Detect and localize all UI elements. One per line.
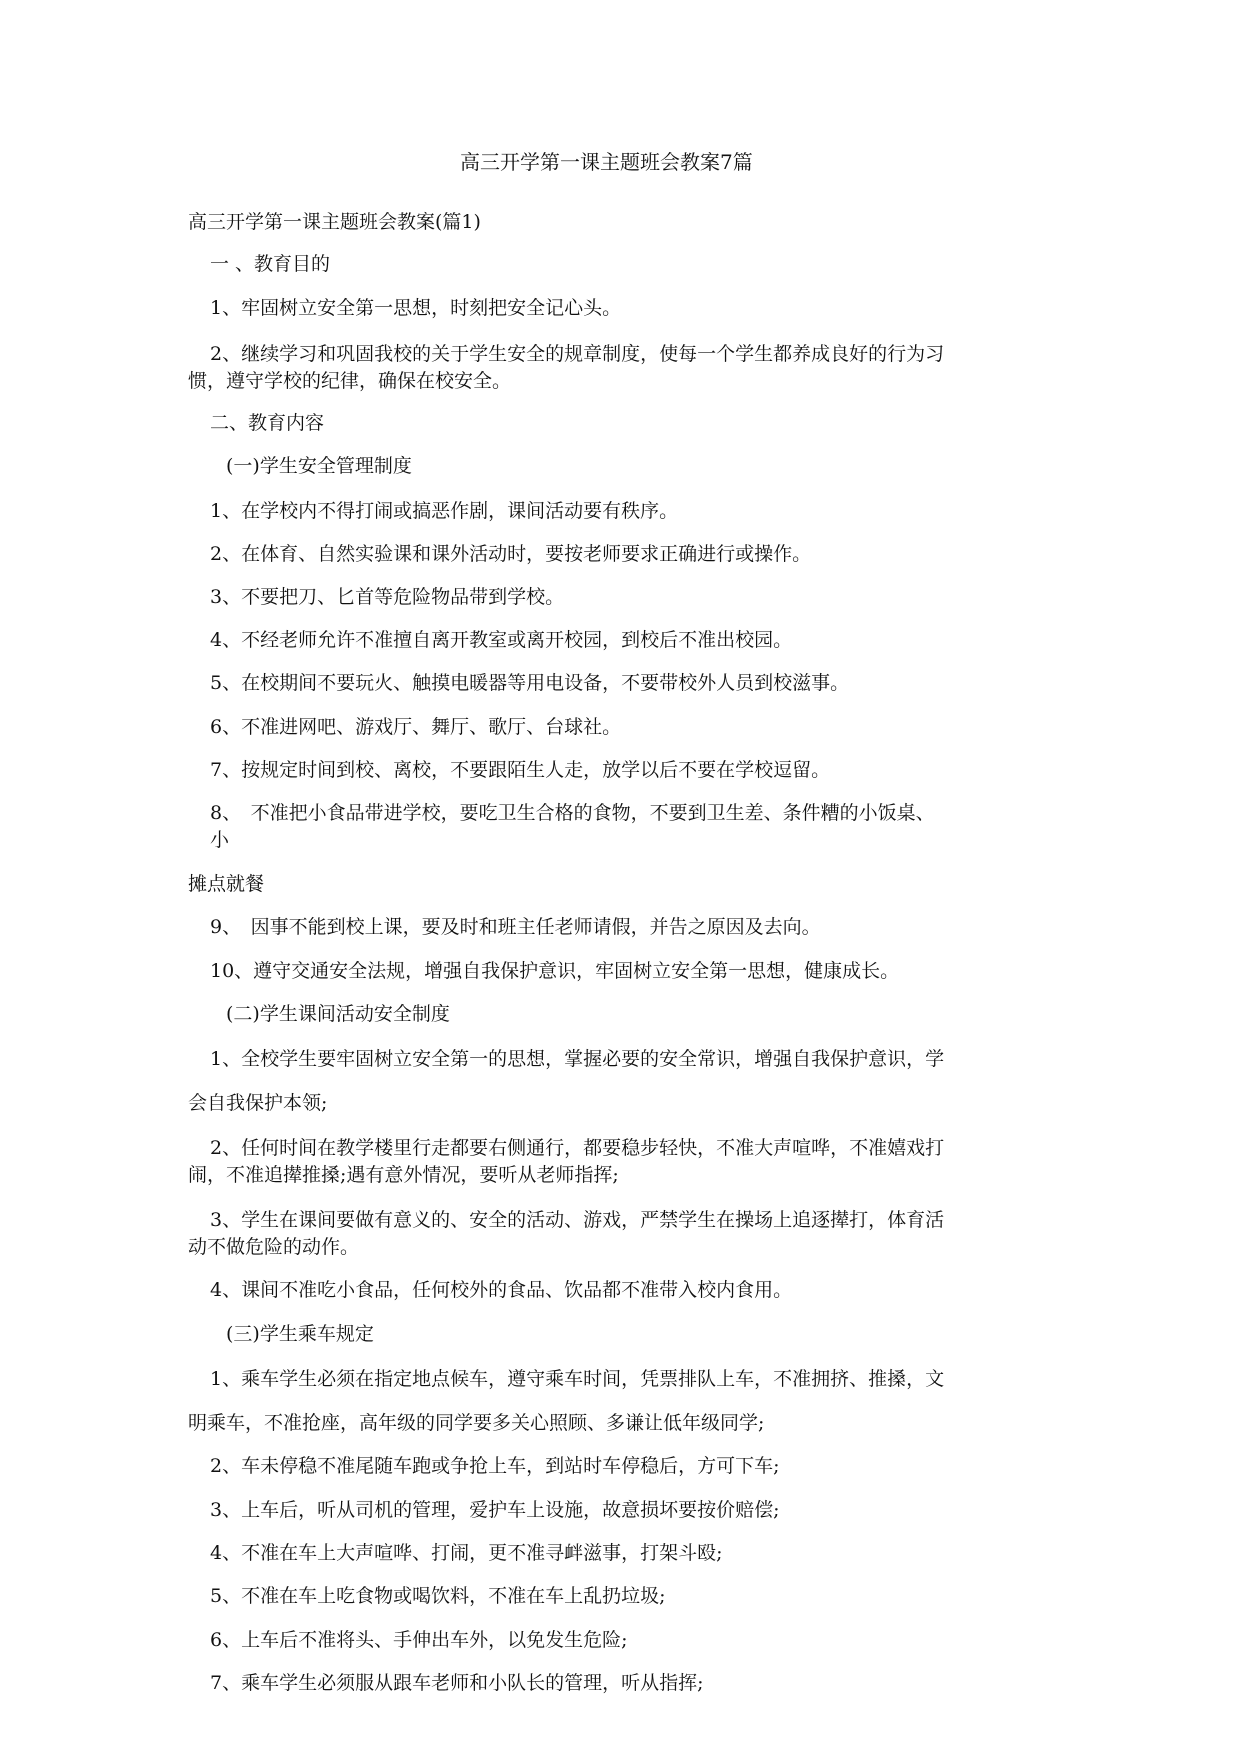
paragraph-line: 4、不经老师允许不准擅自离开教室或离开校园，到校后不准出校园。 — [210, 629, 793, 651]
subheading-line: (二)学生课间活动安全制度 — [226, 1003, 450, 1025]
subheading-line: (三)学生乘车规定 — [226, 1323, 374, 1345]
paragraph-line: 10、遵守交通安全法规，增强自我保护意识，牢固树立安全第一思想，健康成长。 — [210, 960, 900, 982]
paragraph-line: 6、上车后不准将头、手伸出车外，以免发生危险; — [210, 1629, 628, 1651]
paragraph-line: 9、 因事不能到校上课，要及时和班主任老师请假，并告之原因及去向。 — [210, 916, 821, 938]
heading-line: 二、教育内容 — [210, 412, 325, 434]
heading-line: 一 、教育目的 — [210, 253, 331, 275]
paragraph-line: 4、不准在车上大声喧哗、打闹，更不准寻衅滋事，打架斗殴; — [210, 1542, 723, 1564]
paragraph-line: 4、课间不准吃小食品，任何校外的食品、饮品都不准带入校内食用。 — [210, 1279, 793, 1301]
paragraph-line: 1、在学校内不得打闹或搞恶作剧，课间活动要有秩序。 — [210, 500, 679, 522]
paragraph-line: 明乘车，不准抢座，高年级的同学要多关心照顾、多谦让低年级同学; — [188, 1412, 765, 1434]
paragraph-line: 2、在体育、自然实验课和课外活动时，要按老师要求正确进行或操作。 — [210, 543, 812, 565]
paragraph-line: 3、学生在课间要做有意义的、安全的活动、游戏，严禁学生在操场上追逐撵打，体育活 — [210, 1209, 945, 1231]
paragraph-line: 3、不要把刀、匕首等危险物品带到学校。 — [210, 586, 565, 608]
paragraph-line: 1、牢固树立安全第一思想，时刻把安全记心头。 — [210, 297, 622, 319]
document-title: 高三开学第一课主题班会教案7篇 — [460, 150, 753, 174]
paragraph-line: 7、按规定时间到校、离校，不要跟陌生人走，放学以后不要在学校逗留。 — [210, 759, 831, 781]
paragraph-line: 5、在校期间不要玩火、触摸电暖器等用电设备，不要带校外人员到校滋事。 — [210, 672, 850, 694]
paragraph-line: 7、乘车学生必须服从跟车老师和小队长的管理，听从指挥; — [210, 1672, 704, 1694]
paragraph-line: 1、乘车学生必须在指定地点候车，遵守乘车时间，凭票排队上车，不准拥挤、推搡，文 — [210, 1368, 945, 1390]
paragraph-line: 会自我保护本领; — [188, 1092, 328, 1114]
section-title: 高三开学第一课主题班会教案(篇1) — [188, 211, 481, 233]
subheading-line: (一)学生安全管理制度 — [226, 455, 412, 477]
paragraph-line: 闹，不准追撵推搡;遇有意外情况，要听从老师指挥; — [188, 1164, 619, 1186]
paragraph-line: 摊点就餐 — [188, 873, 265, 895]
paragraph-line: 2、任何时间在教学楼里行走都要右侧通行，都要稳步轻快，不准大声喧哗，不准嬉戏打 — [210, 1137, 945, 1159]
paragraph-line: 6、不准进网吧、游戏厅、舞厅、歌厅、台球社。 — [210, 716, 622, 738]
paragraph-line: 1、全校学生要牢固树立安全第一的思想，掌握必要的安全常识，增强自我保护意识，学 — [210, 1048, 945, 1070]
paragraph-line: 8、 不准把小食品带进学校，要吃卫生合格的食物，不要到卫生差、条件糟的小饭桌、 — [210, 802, 935, 824]
paragraph-line: 惯，遵守学校的纪律，确保在校安全。 — [188, 370, 512, 392]
paragraph-line: 5、不准在车上吃食物或喝饮料，不准在车上乱扔垃圾; — [210, 1585, 666, 1607]
paragraph-line: 2、继续学习和巩固我校的关于学生安全的规章制度，使每一个学生都养成良好的行为习 — [210, 343, 945, 365]
paragraph-line: 小 — [210, 829, 230, 851]
paragraph-line: 3、上车后，听从司机的管理，爱护车上设施，故意损坏要按价赔偿; — [210, 1499, 780, 1521]
paragraph-line: 2、车未停稳不准尾随车跑或争抢上车，到站时车停稳后，方可下车; — [210, 1455, 780, 1477]
paragraph-line: 动不做危险的动作。 — [188, 1236, 360, 1258]
